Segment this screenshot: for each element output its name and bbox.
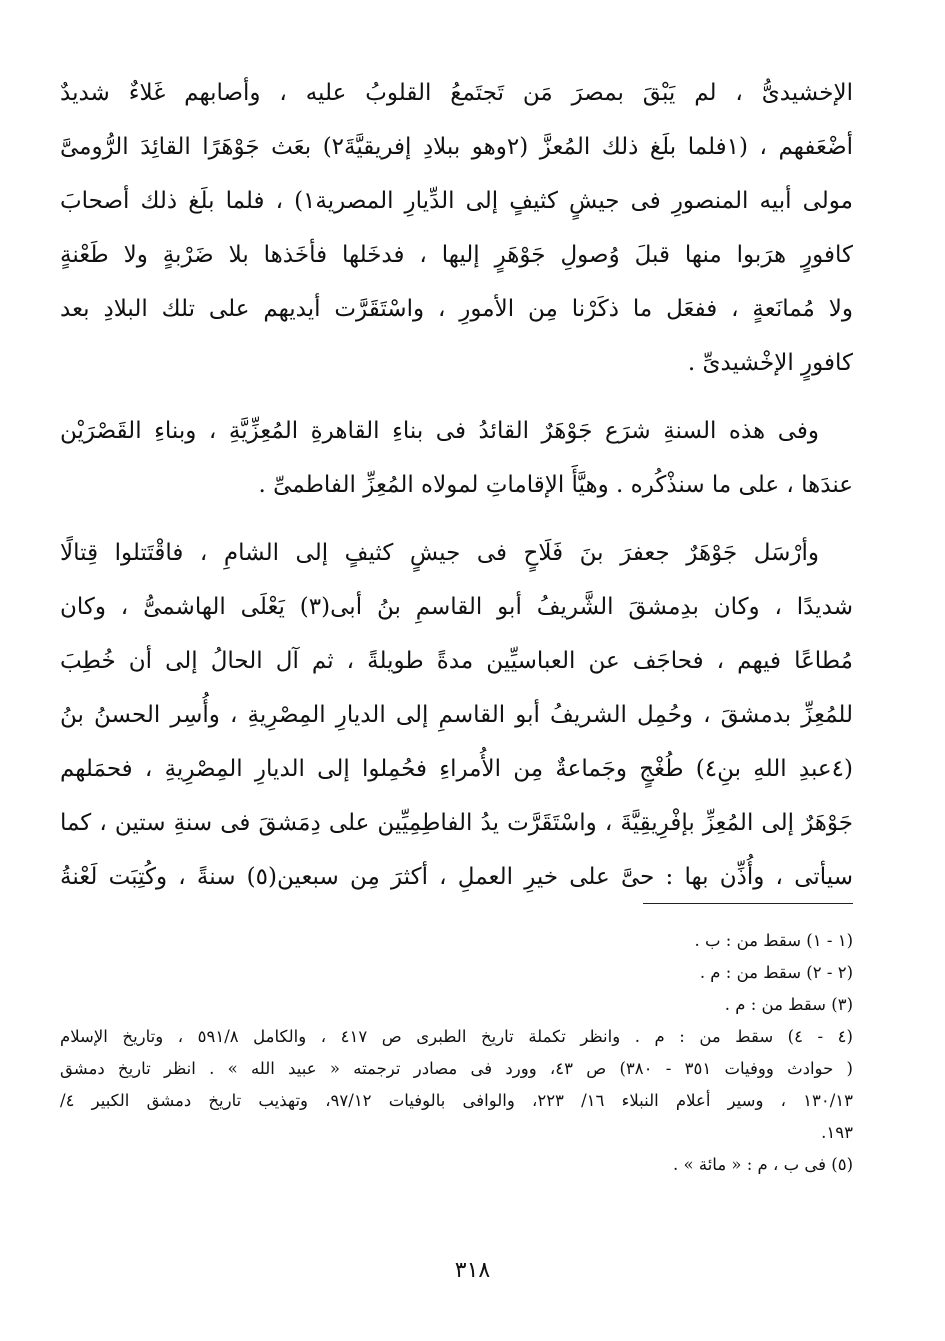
text-line: مُطاعًا فيهم ، فحاجَف عن العباسيِّين مدةً طويلةً ، ثم آل الحالُ إلى أن خُطِبَ bbox=[60, 648, 853, 674]
text-line: مولى أبيه المنصورِ فى جيشٍ كثيفٍ إلى الدِّيارِ المصرية١) ، فلما بلَغ ذلك أصحابَ bbox=[60, 188, 853, 214]
footnote: (٣) سقط من : م . bbox=[724, 995, 853, 1014]
text-line: وفى هذه السنةِ شرَع جَوْهَرٌ القائدُ فى بناءِ القاهرةِ المُعِزِّيَّةِ ، وبناءِ القَصْرَيْن bbox=[60, 418, 819, 444]
text-line: وأرْسَل جَوْهَرٌ جعفرَ بنَ فَلَاحٍ فى جيشٍ كثيفٍ إلى الشامِ ، فاقْتَتلوا قِتالًا bbox=[60, 540, 819, 566]
text-line: كافورٍ هرَبوا منها قبلَ وُصولِ جَوْهَرٍ إليها ، فدخَلها فأخَذها بلا ضَرْبةٍ ولا طَعْنةٍ bbox=[60, 242, 853, 268]
footnote-continuation: ١٣٠/١٣ ، وسير أعلام النبلاء ١٦/ ٢٢٣، والوافى بالوفيات ٩٧/١٢، وتهذيب تاريخ دمشق الكبير ٤/ bbox=[60, 1091, 853, 1110]
footnote: (٢ - ٢) سقط من : م . bbox=[699, 963, 853, 982]
paragraph-3 bbox=[60, 526, 853, 904]
footnote-separator bbox=[643, 903, 853, 904]
footnote: (١ - ١) سقط من : ب . bbox=[694, 931, 853, 950]
text-line: شديدًا ، وكان بدِمشقَ الشَّريفُ أبو القاسمِ بنُ أبى(٣) يَعْلَى الهاشمىُّ ، وكان bbox=[60, 594, 853, 620]
text-line: (٤عبدِ اللهِ بنِ٤) طُغْجٍ وجَماعةٌ مِن الأُمراءِ فحُمِلوا إلى الديارِ المِصْرِيةِ ، فحمَلهم bbox=[60, 756, 853, 782]
text-line: للمُعِزِّ بدمشقَ ، وحُمِل الشريفُ أبو القاسمِ إلى الديارِ المِصْرِيةِ ، وأُسِر الحسنُ بنُ bbox=[60, 702, 853, 728]
footnote: (٤ - ٤) سقط من : م . وانظر تكملة تاريخ الطبرى ص ٤١٧ ، والكامل ٥٩١/٨ ، وتاريخ الإسلام bbox=[60, 1027, 853, 1046]
footnote-continuation: ( حوادث ووفيات ٣٥١ - ٣٨٠) ص ٤٣، وورد فى مصادر ترجمته « عبيد الله » . انظر تاريخ دمشق bbox=[60, 1059, 853, 1078]
text-line: سيأتى ، وأُذِّن بها : حىَّ على خيرِ العملِ ، أكثرَ مِن سبعين(٥) سنةً ، وكُتِبَت لَعْنةُ bbox=[60, 864, 853, 890]
paragraph-2 bbox=[60, 404, 853, 512]
footnote-continuation: ١٩٣. bbox=[821, 1123, 853, 1142]
paragraph-1 bbox=[60, 66, 853, 390]
page-number: ٣١٨ bbox=[454, 1258, 491, 1283]
text-line: جَوْهَرٌ إلى المُعِزِّ بإفْرِيقِيَّةَ ، واسْتَقَرَّت يدُ الفاطِمِيِّين على دِمَشقَ فى سنةِ ستين ، كما bbox=[60, 810, 853, 836]
text-line: ولا مُمانَعةٍ ، ففعَل ما ذكَرْنا مِن الأمورِ ، واسْتَقَرَّت أيديهم على تلك البلادِ بعد bbox=[60, 296, 853, 322]
footnotes bbox=[60, 925, 853, 1181]
main-text bbox=[60, 66, 853, 904]
text-line: أضْعَفهم ، (١فلما بلَغ ذلك المُعزَّ (٢وهو ببلادِ إفريقيَّةَ٢) بعَث جَوْهَرًا القائِدَ الرُّومىَّ bbox=[60, 134, 853, 160]
text-line: كافورٍ الإخْشيدىِّ . bbox=[687, 350, 853, 376]
footnote: (٥) فى ب ، م : « مائة » . bbox=[673, 1155, 853, 1174]
text-line: عندَها ، على ما سنذْكُره . وهيَّأَ الإقاماتِ لمولاه المُعِزِّ الفاطمىِّ . bbox=[258, 472, 853, 498]
text-line: الإخشيدىُّ ، لم يَبْقَ بمصرَ مَن تَجتَمعُ القلوبُ عليه ، وأصابهم غَلاءٌ شديدٌ bbox=[60, 80, 853, 106]
